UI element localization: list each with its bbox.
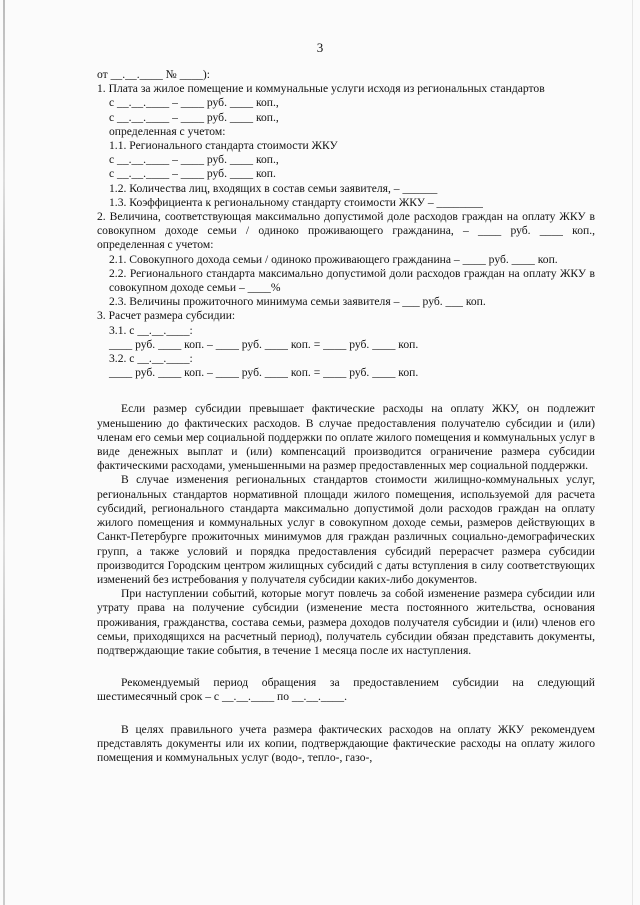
line-item-3-1: 3.1. с __.__.____: (109, 323, 193, 337)
line-item-1-basis: определенная с учетом: (109, 124, 226, 138)
line-item-1-1-date-b: с __.__.____ – ____ руб. ____ коп. (109, 167, 276, 181)
line-item-1-3: 1.3. Коэффициента к региональному стандарту стоимости ЖКУ – ________ (109, 195, 483, 209)
spacer (97, 380, 595, 402)
line-item-2-1: 2.1. Совокупного дохода семьи / одиноко проживающего гражданина – ____ руб. ____ коп. (109, 252, 558, 266)
line-item-3-2: 3.2. с __.__.____: (109, 352, 193, 366)
line-item-1-1: 1.1. Регионального стандарта стоимости ЖКУ (109, 139, 338, 153)
spacer (97, 705, 595, 723)
line-item-1-2: 1.2. Количества лиц, входящих в состав семьи заявителя, – ______ (109, 181, 438, 195)
spacer (97, 658, 595, 676)
line-item-3-2-calc: ____ руб. ____ коп. – ____ руб. ____ коп. = ____ руб. ____ коп. (109, 366, 419, 380)
line-item-1-date-b: с __.__.____ – ____ руб. ____ коп., (109, 110, 279, 124)
paragraph-recommended-period: Рекомендуемый период обращения за предоставлением субсидии на следующий шестимесячный срок – с __.__.____ по __.__.____. (97, 676, 595, 704)
paragraph-events-notice: При наступлении событий, которые могут повлечь за собой изменение размера субсидии или утрату права на получение субсидии (изменение места постоянного жительства, основания проживания, гражданства, состава семьи, размера доходов получателя субсидии и (или) членов его семьи, приходящихся на расчетный период), получатель субсидии обязан представить документы, подтверждающие такие события, в течение 1 месяца после их наступления. (97, 587, 595, 657)
line-item-3-1-calc: ____ руб. ____ коп. – ____ руб. ____ коп. = ____ руб. ____ коп. (109, 337, 419, 351)
line-item-2-2: 2.2. Регионального стандарта максимально допустимой доли расходов граждан на оплату ЖКУ в совокупном доходе семьи – ____% (109, 266, 595, 295)
line-item-2: 2. Величина, соответствующая максимально допустимой доле расходов граждан на оплату ЖКУ в совокупном доходе семьи / одиноко проживающего гражданина, – ____ руб. ____ коп., определенная с учетом: (97, 210, 595, 252)
line-item-1-1-date-a: с __.__.____ – ____ руб. ____ коп., (109, 153, 279, 167)
line-item-1-date-a: с __.__.____ – ____ руб. ____ коп., (109, 96, 279, 110)
page-number: 3 (316, 40, 324, 55)
line-item-3: 3. Расчет размера субсидии: (97, 309, 236, 323)
line-reference: от __.__.____ № ____): (97, 68, 210, 81)
scan-right-edge (632, 0, 633, 905)
paragraph-excess-reduction: Если размер субсидии превышает фактические расходы на оплату ЖКУ, он подлежит уменьшению до фактических расходов. В случае предоставления получателю субсидии и (или) членам его семьи мер социальной поддержки по оплате жилого помещения и коммунальных услуг в виде денежных выплат и (или) компенсаций производится ограничение размера субсидии фактическими расходами, уменьшенными на размер предоставленных мер социальной поддержки. (97, 402, 595, 473)
scan-left-edge (3, 0, 5, 905)
paragraph-documents-advice: В целях правильного учета размера фактических расходов на оплату ЖКУ рекомендуем представлять документы или их копии, подтверждающие фактические расходы на оплату жилого помещения и коммунальных услуг (водо-, тепло-, газо-, (97, 722, 595, 764)
line-item-1: 1. Плата за жилое помещение и коммунальные услуги исходя из региональных стандартов (97, 82, 545, 96)
document-body (97, 68, 595, 765)
paragraph-standards-change: В случае изменения региональных стандартов стоимости жилищно-коммунальных услуг, региональных стандартов нормативной площади жилого помещения, используемой для расчета субсидий, регионального стандарта максимально допустимой доли расходов граждан на оплату жилого помещения и коммунальных услуг в совокупном доходе семьи, размеров действующих в Санкт-Петербурге прожиточных минимумов для граждан различных социально-демографических групп, а также условий и порядка предоставления субсидий перерасчет размера субсидии производится Городским центром жилищных субсидий с даты вступления в силу соответствующих изменений без истребования у получателя субсидии каких-либо документов. (97, 473, 595, 586)
line-item-2-3: 2.3. Величины прожиточного минимума семьи заявителя – ___ руб. ___ коп. (109, 295, 486, 309)
